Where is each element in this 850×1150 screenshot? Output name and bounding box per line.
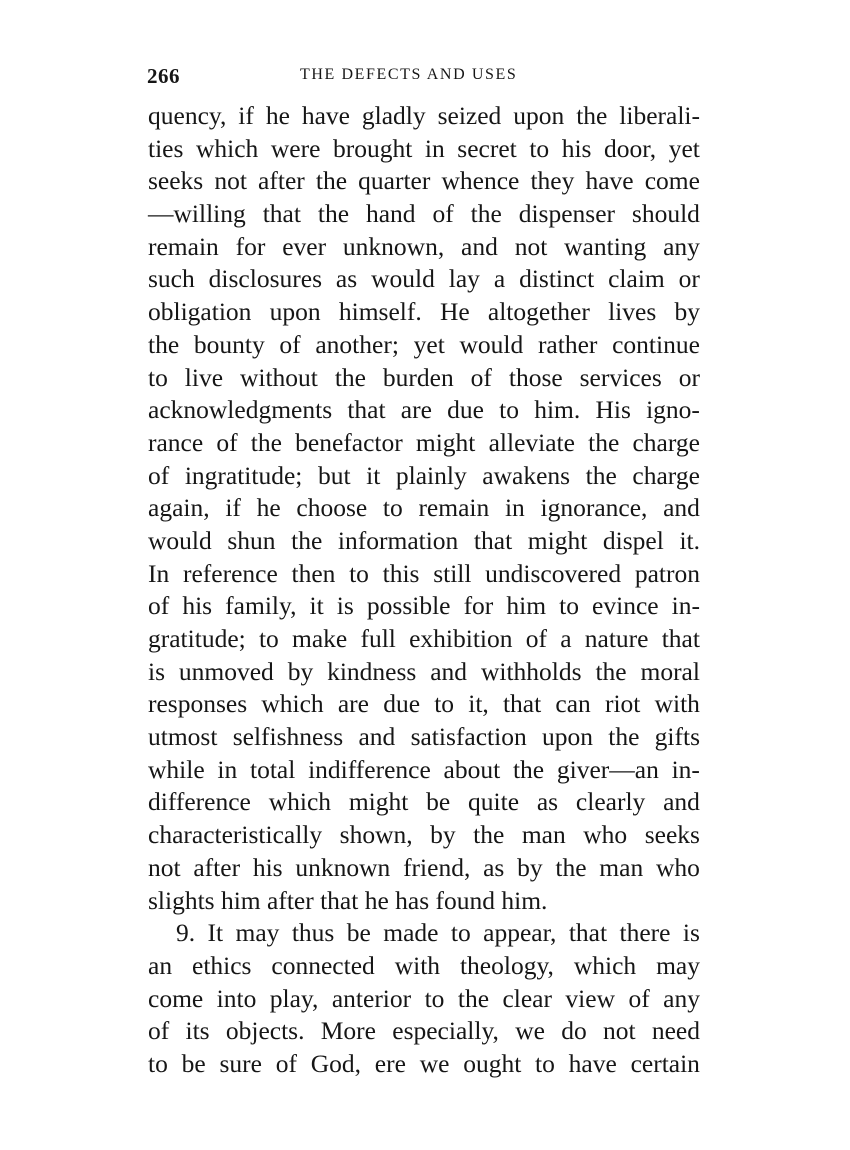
running-head: THE DEFECTS AND USES (300, 66, 518, 83)
text-line: to live without the burden of those services or (148, 362, 700, 392)
paragraph (148, 100, 700, 917)
text-line: of ingratitude; but it plainly awakens the charge (148, 460, 700, 490)
text-line: of his family, it is possible for him to evince in- (148, 591, 700, 621)
text-line: the bounty of another; yet would rather continue (148, 329, 700, 359)
text-line: 9. It may thus be made to appear, that there is (176, 918, 700, 948)
text-line: ties which were brought in secret to his door, yet (148, 133, 700, 163)
text-line: such disclosures as would lay a distinct claim or (148, 264, 700, 294)
text-line: responses which are due to it, that can riot with (148, 689, 700, 719)
text-line: of its objects. More especially, we do not need (148, 1016, 700, 1046)
text-line: —willing that the hand of the dispenser should (148, 199, 700, 229)
text-line: again, if he choose to remain in ignorance, and (148, 493, 700, 523)
text-line: rance of the benefactor might alleviate the charge (148, 427, 700, 457)
text-line: characteristically shown, by the man who seeks (148, 820, 700, 850)
text-line: while in total indifference about the giver—an in- (148, 754, 700, 784)
text-line: not after his unknown friend, as by the man who (148, 852, 700, 882)
text-line: utmost selfishness and satisfaction upon the gifts (148, 722, 700, 752)
page-number: 266 (147, 64, 180, 88)
text-line: quency, if he have gladly seized upon the liberali- (148, 101, 700, 130)
text-line: slights him after that he has found him. (148, 885, 548, 915)
text-line: seeks not after the quarter whence they have come (148, 166, 700, 196)
text-line: gratitude; to make full exhibition of a nature that (148, 624, 700, 653)
text-line: obligation upon himself. He altogether lives by (148, 297, 700, 327)
text-line: would shun the information that might dispel it. (148, 525, 700, 555)
text-line: is unmoved by kindness and withholds the moral (148, 656, 700, 686)
text-line: an ethics connected with theology, which may (148, 950, 700, 980)
text-line: remain for ever unknown, and not wanting any (148, 231, 700, 261)
body-text (148, 100, 700, 1081)
text-line: to be sure of God, ere we ought to have certain (148, 1048, 700, 1078)
text-line: come into play, anterior to the clear view of any (148, 983, 700, 1013)
paragraph (148, 917, 700, 1080)
text-line: acknowledgments that are due to him. His igno- (148, 395, 700, 425)
text-line: In reference then to this still undiscovered patron (148, 558, 700, 588)
text-line: difference which might be quite as clearly and (148, 787, 700, 817)
